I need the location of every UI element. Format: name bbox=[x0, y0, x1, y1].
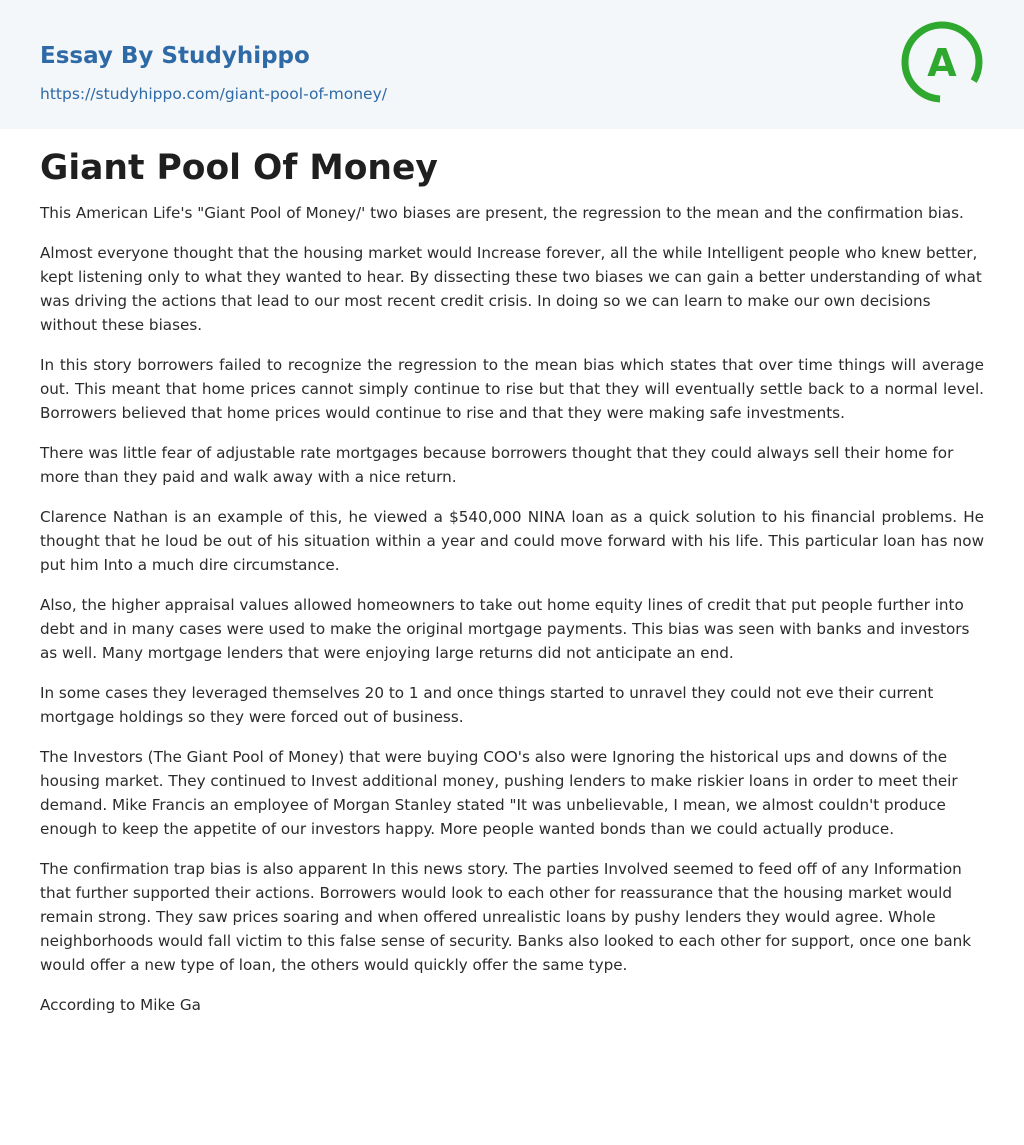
paragraph: In some cases they leveraged themselves 20 to 1 and once things started to unravel they could not eve their current mortgage holdings so they were forced out of business. bbox=[40, 684, 934, 726]
paragraph: Clarence Nathan is an example of this, he viewed a $540,000 NINA loan as a quick solution to his financial problems. He thought that he loud be out of his situation within a year and could move forward with his life. This particular loan has now put him Into a much dire circumstance. bbox=[40, 508, 984, 574]
source-link[interactable]: https://studyhippo.com/giant-pool-of-money/ bbox=[40, 85, 387, 103]
logo-letter: A bbox=[927, 41, 957, 85]
article bbox=[0, 147, 1024, 1017]
paragraph: In this story borrowers failed to recognize the regression to the mean bias which states that over time things will average out. This meant that home prices cannot simply continue to rise but that they will eventually settle back to a normal level. Borrowers believed that home prices would continue to rise and that they were making safe investments. bbox=[40, 356, 984, 422]
paragraph: Also, the higher appraisal values allowed homeowners to take out home equity lines of credit that put people further into debt and in many cases were used to make the original mortgage payments. This bias was seen with banks and investors as well. Many mortgage lenders that were enjoying large returns did not anticipate an end. bbox=[40, 596, 970, 662]
paragraph: According to Mike Ga bbox=[40, 996, 201, 1014]
paragraph: Almost everyone thought that the housing market would Increase forever, all the while Intelligent people who knew better, kept listening only to what they wanted to hear. By dissecting these two biases we can gain a better understanding of what was driving the actions that lead to our most recent credit crisis. In doing so we can learn to make our own decisions without these biases. bbox=[40, 244, 982, 334]
paragraph: This American Life's "Giant Pool of Money/' two biases are present, the regression to the mean and the confirmation bias. bbox=[40, 204, 964, 222]
page-title: Giant Pool Of Money bbox=[40, 148, 438, 188]
paragraph: The confirmation trap bias is also apparent In this news story. The parties Involved seemed to feed off of any Information that further supported their actions. Borrowers would look to each other for reassurance that the housing market would remain strong. They saw prices soaring and when offered unrealistic loans by pushy lenders they would agree. Whole neighborhoods would fall victim to this false sense of security. Banks also looked to each other for support, once one bank would offer a new type of loan, the others would quickly offer the same type. bbox=[40, 860, 972, 974]
site-header bbox=[0, 0, 1024, 129]
paragraph: There was little fear of adjustable rate mortgages because borrowers thought that they could always sell their home for more than they paid and walk away with a nice return. bbox=[40, 444, 954, 486]
paragraph: The Investors (The Giant Pool of Money) that were buying COO's also were Ignoring the historical ups and downs of the housing market. They continued to Invest additional money, pushing lenders to make riskier loans in order to meet their demand. Mike Francis an employee of Morgan Stanley stated "It was unbelievable, I mean, we almost couldn't produce enough to keep the appetite of our investors happy. More people wanted bonds than we could actually produce. bbox=[40, 748, 958, 838]
brand-title: Essay By Studyhippo bbox=[40, 43, 310, 69]
studyhippo-logo-icon[interactable] bbox=[900, 20, 984, 104]
